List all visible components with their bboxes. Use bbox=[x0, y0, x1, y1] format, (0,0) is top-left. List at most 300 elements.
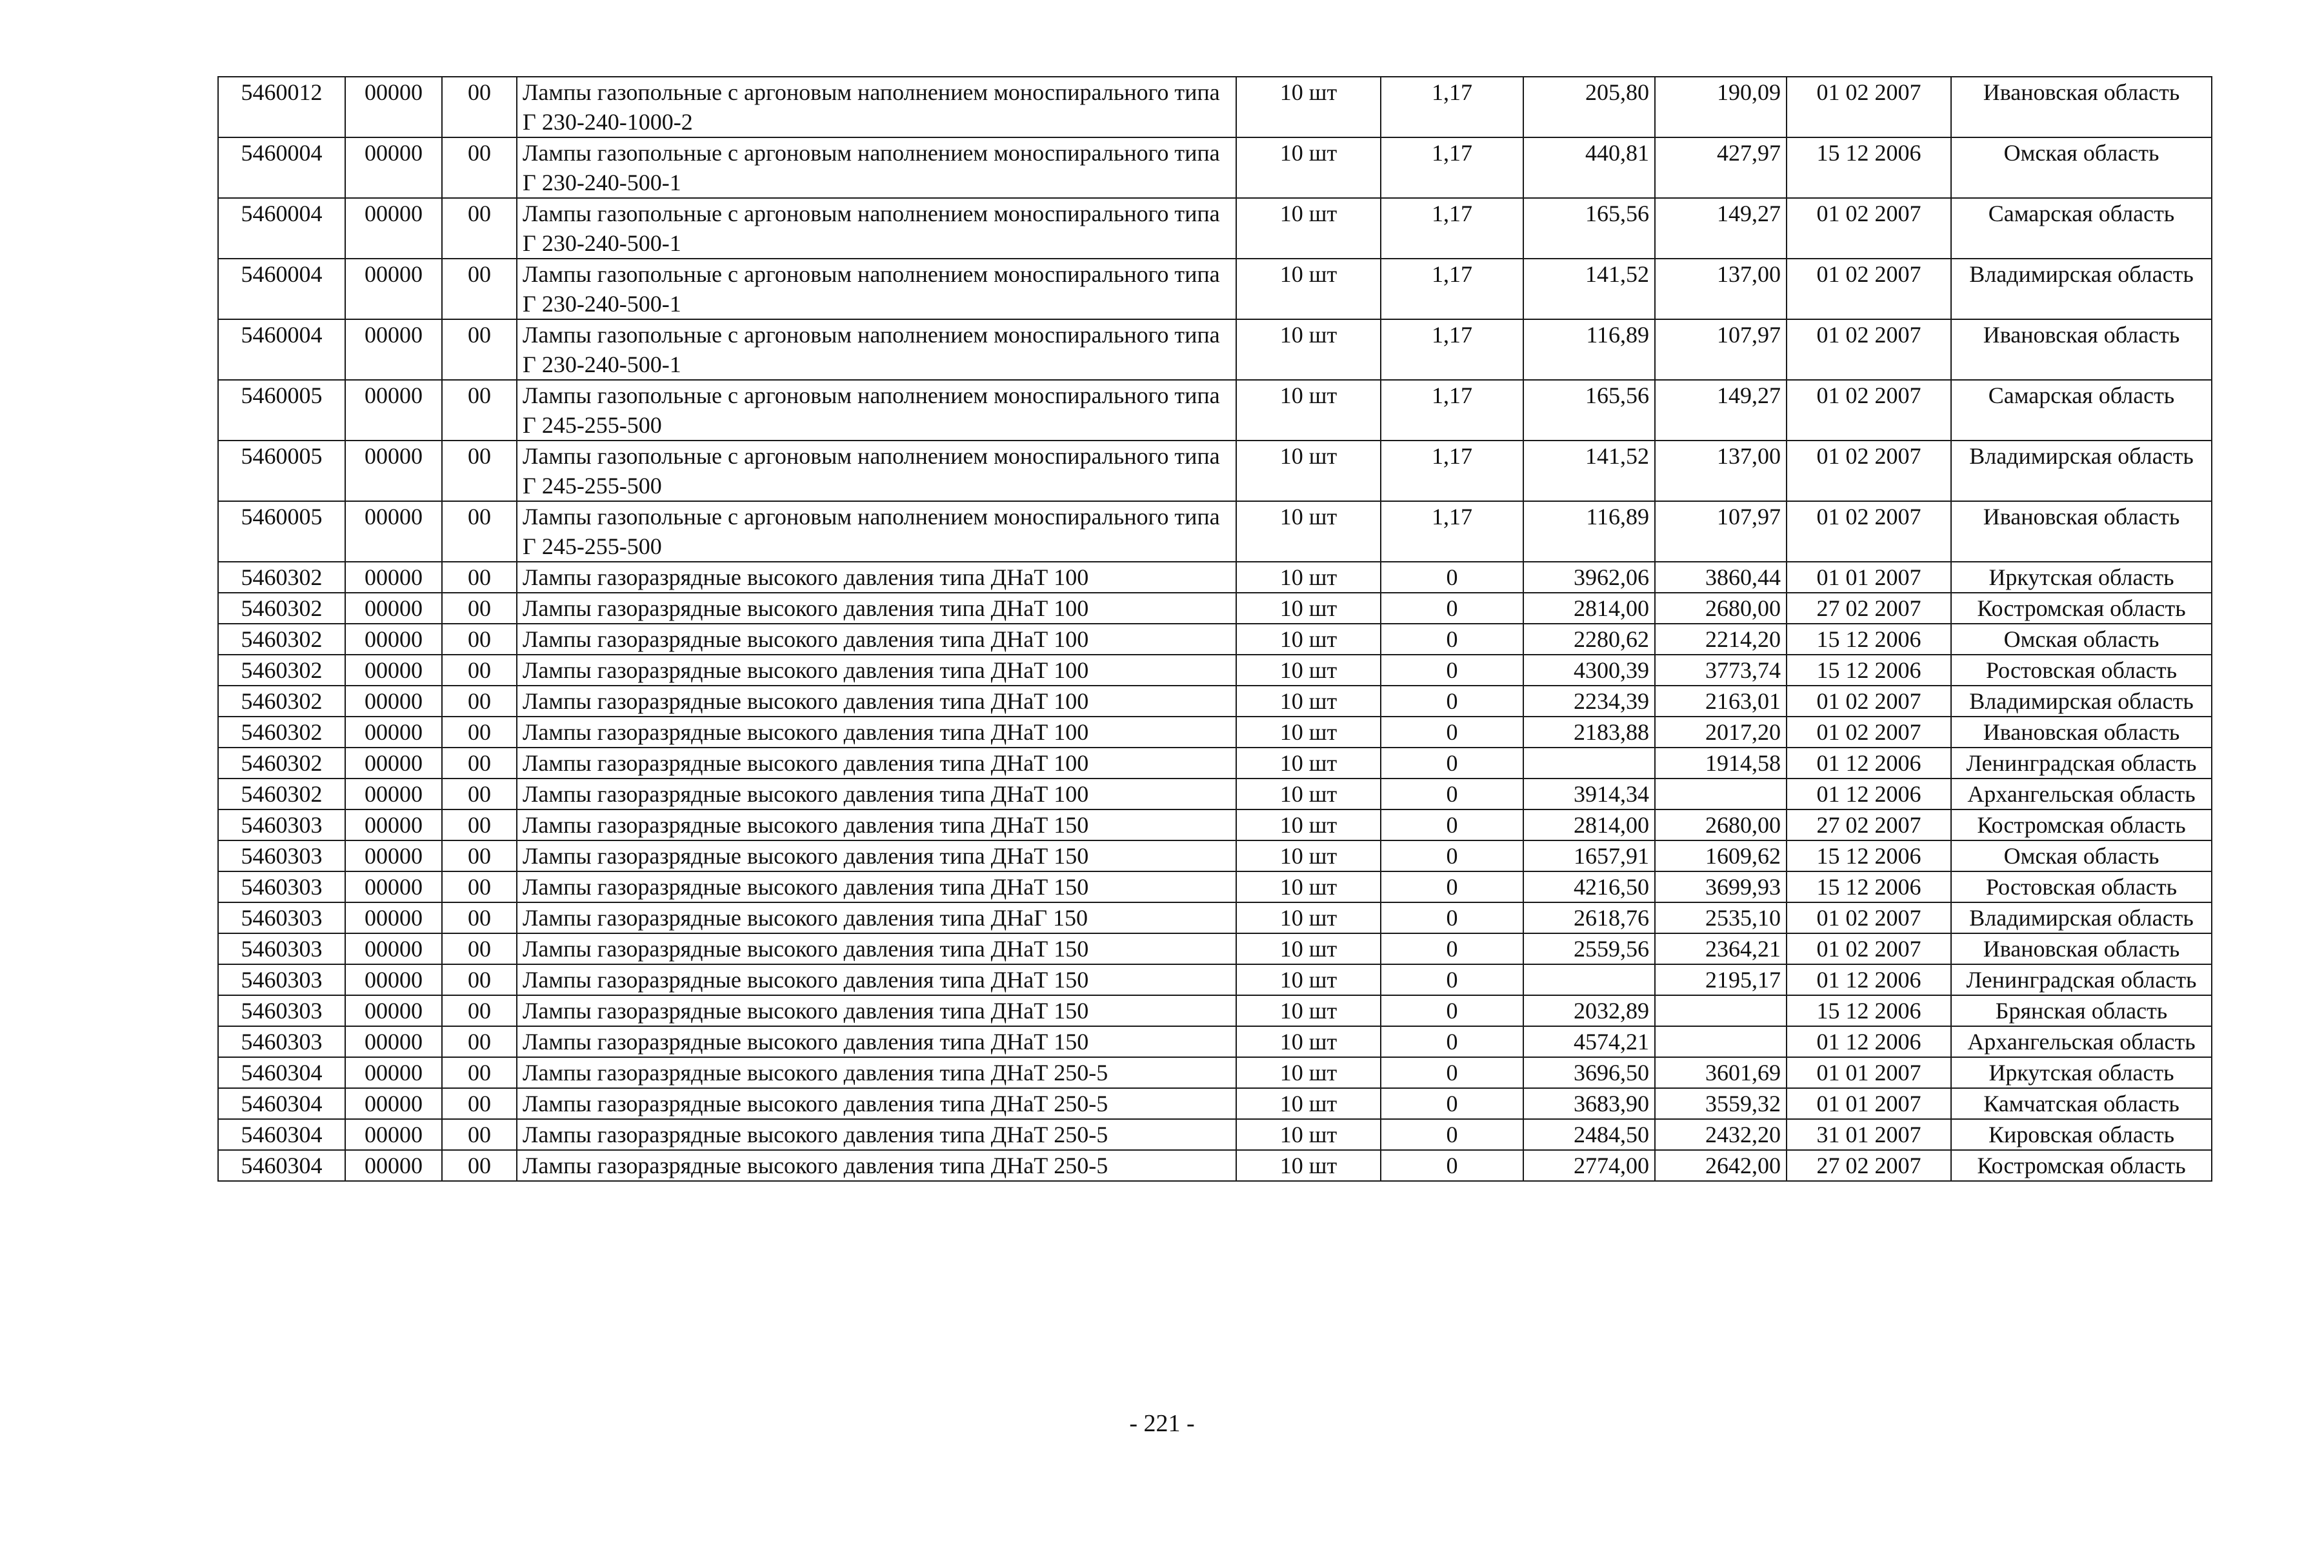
cell-code: 5460004 bbox=[218, 319, 345, 380]
cell-price-2: 3699,93 bbox=[1655, 871, 1787, 902]
cell-subcode: 00000 bbox=[345, 624, 442, 655]
cell-region: Ленинградская область bbox=[1951, 964, 2212, 995]
cell-coefficient: 1,17 bbox=[1381, 198, 1523, 259]
cell-region: Омская область bbox=[1951, 624, 2212, 655]
table-body bbox=[218, 77, 2212, 1181]
table-row bbox=[218, 902, 2212, 933]
cell-subcode2: 00 bbox=[442, 1119, 517, 1150]
cell-region: Ростовская область bbox=[1951, 655, 2212, 686]
cell-price-1: 2484,50 bbox=[1523, 1119, 1655, 1150]
cell-coefficient: 0 bbox=[1381, 562, 1523, 593]
cell-price-2 bbox=[1655, 779, 1787, 809]
cell-name: Лампы газоразрядные высокого давления типа ДНаТ 150 bbox=[517, 964, 1236, 995]
cell-region: Ивановская область bbox=[1951, 77, 2212, 137]
cell-code: 5460303 bbox=[218, 871, 345, 902]
cell-code: 5460302 bbox=[218, 717, 345, 748]
cell-subcode2: 00 bbox=[442, 871, 517, 902]
cell-region: Иркутская область bbox=[1951, 1057, 2212, 1088]
table-row bbox=[218, 871, 2212, 902]
cell-price-1: 2559,56 bbox=[1523, 933, 1655, 964]
cell-date: 27 02 2007 bbox=[1787, 809, 1951, 840]
cell-subcode2: 00 bbox=[442, 198, 517, 259]
cell-date: 01 12 2006 bbox=[1787, 964, 1951, 995]
table-row bbox=[218, 1057, 2212, 1088]
cell-subcode: 00000 bbox=[345, 259, 442, 319]
cell-coefficient: 0 bbox=[1381, 655, 1523, 686]
cell-price-2: 1914,58 bbox=[1655, 748, 1787, 779]
cell-subcode2: 00 bbox=[442, 1026, 517, 1057]
cell-price-2: 107,97 bbox=[1655, 501, 1787, 562]
cell-price-2: 3860,44 bbox=[1655, 562, 1787, 593]
table-row bbox=[218, 562, 2212, 593]
cell-unit: 10 шт bbox=[1236, 840, 1381, 871]
cell-name: Лампы газоразрядные высокого давления типа ДНаТ 100 bbox=[517, 717, 1236, 748]
cell-name: Лампы газоразрядные высокого давления типа ДНаТ 250-5 bbox=[517, 1119, 1236, 1150]
cell-subcode2: 00 bbox=[442, 380, 517, 441]
cell-unit: 10 шт bbox=[1236, 717, 1381, 748]
cell-price-2: 2214,20 bbox=[1655, 624, 1787, 655]
cell-price-1: 440,81 bbox=[1523, 137, 1655, 198]
cell-date: 15 12 2006 bbox=[1787, 871, 1951, 902]
table-row bbox=[218, 137, 2212, 198]
cell-date: 01 01 2007 bbox=[1787, 1057, 1951, 1088]
cell-coefficient: 1,17 bbox=[1381, 319, 1523, 380]
cell-date: 15 12 2006 bbox=[1787, 624, 1951, 655]
cell-name: Лампы газопольные с аргоновым наполнением моноспирального типа Г 230-240-500-1 bbox=[517, 259, 1236, 319]
cell-name: Лампы газоразрядные высокого давления типа ДНаТ 100 bbox=[517, 593, 1236, 624]
cell-subcode2: 00 bbox=[442, 562, 517, 593]
cell-subcode: 00000 bbox=[345, 1026, 442, 1057]
table-row bbox=[218, 1119, 2212, 1150]
cell-name: Лампы газопольные с аргоновым наполнением моноспирального типа Г 230-240-500-1 bbox=[517, 137, 1236, 198]
cell-subcode: 00000 bbox=[345, 1088, 442, 1119]
table-row bbox=[218, 655, 2212, 686]
cell-region: Ленинградская область bbox=[1951, 748, 2212, 779]
cell-code: 5460005 bbox=[218, 380, 345, 441]
cell-name: Лампы газопольные с аргоновым наполнением моноспирального типа Г 230-240-1000-2 bbox=[517, 77, 1236, 137]
cell-date: 27 02 2007 bbox=[1787, 593, 1951, 624]
cell-region: Камчатская область bbox=[1951, 1088, 2212, 1119]
cell-code: 5460304 bbox=[218, 1057, 345, 1088]
cell-subcode: 00000 bbox=[345, 1150, 442, 1181]
cell-name: Лампы газоразрядные высокого давления типа ДНаТ 150 bbox=[517, 1026, 1236, 1057]
cell-name: Лампы газоразрядные высокого давления типа ДНаТ 150 bbox=[517, 809, 1236, 840]
cell-coefficient: 0 bbox=[1381, 902, 1523, 933]
cell-price-1: 2814,00 bbox=[1523, 809, 1655, 840]
cell-region: Владимирская область bbox=[1951, 441, 2212, 501]
cell-price-2: 2432,20 bbox=[1655, 1119, 1787, 1150]
table-row bbox=[218, 1150, 2212, 1181]
cell-code: 5460302 bbox=[218, 779, 345, 809]
cell-coefficient: 0 bbox=[1381, 871, 1523, 902]
cell-subcode: 00000 bbox=[345, 748, 442, 779]
cell-region: Самарская область bbox=[1951, 198, 2212, 259]
table-row bbox=[218, 964, 2212, 995]
cell-date: 01 01 2007 bbox=[1787, 1088, 1951, 1119]
cell-region: Брянская область bbox=[1951, 995, 2212, 1026]
cell-price-1: 116,89 bbox=[1523, 319, 1655, 380]
cell-subcode: 00000 bbox=[345, 995, 442, 1026]
cell-subcode: 00000 bbox=[345, 77, 442, 137]
cell-date: 01 02 2007 bbox=[1787, 259, 1951, 319]
cell-subcode2: 00 bbox=[442, 593, 517, 624]
cell-price-2: 3773,74 bbox=[1655, 655, 1787, 686]
table-row bbox=[218, 748, 2212, 779]
table-row bbox=[218, 380, 2212, 441]
cell-price-1: 141,52 bbox=[1523, 441, 1655, 501]
cell-price-1: 141,52 bbox=[1523, 259, 1655, 319]
cell-unit: 10 шт bbox=[1236, 441, 1381, 501]
cell-date: 15 12 2006 bbox=[1787, 655, 1951, 686]
cell-subcode2: 00 bbox=[442, 319, 517, 380]
cell-name: Лампы газоразрядные высокого давления типа ДНаТ 150 bbox=[517, 995, 1236, 1026]
cell-date: 01 02 2007 bbox=[1787, 717, 1951, 748]
cell-subcode2: 00 bbox=[442, 748, 517, 779]
cell-price-2: 137,00 bbox=[1655, 259, 1787, 319]
cell-subcode2: 00 bbox=[442, 624, 517, 655]
cell-name: Лампы газоразрядные высокого давления типа ДНаТ 100 bbox=[517, 748, 1236, 779]
cell-subcode: 00000 bbox=[345, 809, 442, 840]
cell-subcode: 00000 bbox=[345, 593, 442, 624]
cell-subcode: 00000 bbox=[345, 380, 442, 441]
cell-coefficient: 0 bbox=[1381, 1150, 1523, 1181]
cell-price-2: 2195,17 bbox=[1655, 964, 1787, 995]
cell-region: Ивановская область bbox=[1951, 717, 2212, 748]
cell-price-2 bbox=[1655, 995, 1787, 1026]
cell-price-2: 2364,21 bbox=[1655, 933, 1787, 964]
cell-subcode2: 00 bbox=[442, 809, 517, 840]
cell-price-1: 2032,89 bbox=[1523, 995, 1655, 1026]
cell-name: Лампы газопольные с аргоновым наполнением моноспирального типа Г 245-255-500 bbox=[517, 380, 1236, 441]
cell-date: 01 12 2006 bbox=[1787, 779, 1951, 809]
cell-code: 5460303 bbox=[218, 995, 345, 1026]
cell-price-2: 2163,01 bbox=[1655, 686, 1787, 717]
cell-name: Лампы газоразрядные высокого давления типа ДНаТ 250-5 bbox=[517, 1150, 1236, 1181]
cell-subcode2: 00 bbox=[442, 902, 517, 933]
cell-price-1: 165,56 bbox=[1523, 380, 1655, 441]
cell-price-1: 2183,88 bbox=[1523, 717, 1655, 748]
cell-coefficient: 0 bbox=[1381, 593, 1523, 624]
cell-subcode2: 00 bbox=[442, 501, 517, 562]
cell-name: Лампы газопольные с аргоновым наполнением моноспирального типа Г 230-240-500-1 bbox=[517, 198, 1236, 259]
cell-price-1: 2814,00 bbox=[1523, 593, 1655, 624]
cell-date: 01 02 2007 bbox=[1787, 501, 1951, 562]
cell-price-1: 116,89 bbox=[1523, 501, 1655, 562]
cell-code: 5460303 bbox=[218, 902, 345, 933]
cell-coefficient: 0 bbox=[1381, 1119, 1523, 1150]
cell-region: Костромская область bbox=[1951, 1150, 2212, 1181]
cell-subcode2: 00 bbox=[442, 259, 517, 319]
cell-unit: 10 шт bbox=[1236, 1150, 1381, 1181]
cell-coefficient: 0 bbox=[1381, 717, 1523, 748]
cell-subcode2: 00 bbox=[442, 1150, 517, 1181]
cell-unit: 10 шт bbox=[1236, 871, 1381, 902]
cell-name: Лампы газоразрядные высокого давления типа ДНаГ 150 bbox=[517, 902, 1236, 933]
cell-name: Лампы газоразрядные высокого давления типа ДНаТ 100 bbox=[517, 779, 1236, 809]
cell-subcode2: 00 bbox=[442, 137, 517, 198]
cell-unit: 10 шт bbox=[1236, 1119, 1381, 1150]
cell-unit: 10 шт bbox=[1236, 686, 1381, 717]
cell-price-2: 1609,62 bbox=[1655, 840, 1787, 871]
cell-name: Лампы газоразрядные высокого давления типа ДНаТ 100 bbox=[517, 624, 1236, 655]
cell-name: Лампы газоразрядные высокого давления типа ДНаТ 150 bbox=[517, 840, 1236, 871]
cell-coefficient: 0 bbox=[1381, 1057, 1523, 1088]
cell-price-2: 3601,69 bbox=[1655, 1057, 1787, 1088]
cell-date: 15 12 2006 bbox=[1787, 840, 1951, 871]
cell-region: Ивановская область bbox=[1951, 933, 2212, 964]
cell-price-2: 149,27 bbox=[1655, 380, 1787, 441]
cell-region: Ростовская область bbox=[1951, 871, 2212, 902]
table-row bbox=[218, 995, 2212, 1026]
cell-unit: 10 шт bbox=[1236, 380, 1381, 441]
cell-unit: 10 шт bbox=[1236, 624, 1381, 655]
table-row bbox=[218, 779, 2212, 809]
table-row bbox=[218, 624, 2212, 655]
cell-date: 01 02 2007 bbox=[1787, 198, 1951, 259]
cell-subcode2: 00 bbox=[442, 964, 517, 995]
cell-region: Иркутская область bbox=[1951, 562, 2212, 593]
table-row bbox=[218, 259, 2212, 319]
cell-name: Лампы газоразрядные высокого давления типа ДНаТ 150 bbox=[517, 933, 1236, 964]
cell-date: 01 02 2007 bbox=[1787, 933, 1951, 964]
cell-subcode2: 00 bbox=[442, 1088, 517, 1119]
cell-coefficient: 0 bbox=[1381, 748, 1523, 779]
cell-code: 5460303 bbox=[218, 933, 345, 964]
cell-name: Лампы газопольные с аргоновым наполнением моноспирального типа Г 245-255-500 bbox=[517, 501, 1236, 562]
cell-price-1: 205,80 bbox=[1523, 77, 1655, 137]
cell-name: Лампы газоразрядные высокого давления типа ДНаТ 100 bbox=[517, 686, 1236, 717]
cell-unit: 10 шт bbox=[1236, 748, 1381, 779]
cell-subcode: 00000 bbox=[345, 902, 442, 933]
cell-name: Лампы газоразрядные высокого давления типа ДНаТ 150 bbox=[517, 871, 1236, 902]
cell-price-2: 107,97 bbox=[1655, 319, 1787, 380]
cell-subcode2: 00 bbox=[442, 995, 517, 1026]
cell-region: Архангельская область bbox=[1951, 779, 2212, 809]
cell-subcode: 00000 bbox=[345, 964, 442, 995]
cell-name: Лампы газоразрядные высокого давления типа ДНаТ 250-5 bbox=[517, 1088, 1236, 1119]
cell-coefficient: 1,17 bbox=[1381, 441, 1523, 501]
cell-date: 15 12 2006 bbox=[1787, 137, 1951, 198]
price-table bbox=[217, 76, 2212, 1182]
cell-name: Лампы газоразрядные высокого давления типа ДНаТ 100 bbox=[517, 655, 1236, 686]
cell-price-1: 4300,39 bbox=[1523, 655, 1655, 686]
cell-date: 01 02 2007 bbox=[1787, 902, 1951, 933]
cell-date: 01 12 2006 bbox=[1787, 748, 1951, 779]
table-row bbox=[218, 593, 2212, 624]
cell-code: 5460302 bbox=[218, 748, 345, 779]
cell-date: 01 01 2007 bbox=[1787, 562, 1951, 593]
cell-price-1: 2774,00 bbox=[1523, 1150, 1655, 1181]
cell-coefficient: 0 bbox=[1381, 1026, 1523, 1057]
cell-coefficient: 0 bbox=[1381, 809, 1523, 840]
cell-code: 5460302 bbox=[218, 624, 345, 655]
cell-code: 5460005 bbox=[218, 501, 345, 562]
cell-name: Лампы газопольные с аргоновым наполнением моноспирального типа Г 245-255-500 bbox=[517, 441, 1236, 501]
cell-date: 01 12 2006 bbox=[1787, 1026, 1951, 1057]
cell-code: 5460303 bbox=[218, 809, 345, 840]
cell-unit: 10 шт bbox=[1236, 902, 1381, 933]
cell-unit: 10 шт bbox=[1236, 1057, 1381, 1088]
cell-price-2: 190,09 bbox=[1655, 77, 1787, 137]
cell-coefficient: 0 bbox=[1381, 779, 1523, 809]
table-row bbox=[218, 1026, 2212, 1057]
cell-code: 5460304 bbox=[218, 1150, 345, 1181]
cell-region: Омская область bbox=[1951, 840, 2212, 871]
cell-subcode: 00000 bbox=[345, 1119, 442, 1150]
cell-code: 5460303 bbox=[218, 1026, 345, 1057]
cell-region: Кировская область bbox=[1951, 1119, 2212, 1150]
cell-price-2: 2680,00 bbox=[1655, 593, 1787, 624]
table-row bbox=[218, 717, 2212, 748]
cell-subcode2: 00 bbox=[442, 779, 517, 809]
cell-subcode: 00000 bbox=[345, 562, 442, 593]
cell-subcode2: 00 bbox=[442, 441, 517, 501]
cell-code: 5460004 bbox=[218, 137, 345, 198]
cell-price-1: 2234,39 bbox=[1523, 686, 1655, 717]
cell-subcode: 00000 bbox=[345, 655, 442, 686]
cell-date: 15 12 2006 bbox=[1787, 995, 1951, 1026]
cell-coefficient: 0 bbox=[1381, 686, 1523, 717]
table-row bbox=[218, 809, 2212, 840]
cell-price-2: 137,00 bbox=[1655, 441, 1787, 501]
table-row bbox=[218, 686, 2212, 717]
cell-subcode2: 00 bbox=[442, 1057, 517, 1088]
cell-subcode: 00000 bbox=[345, 1057, 442, 1088]
cell-code: 5460303 bbox=[218, 840, 345, 871]
cell-price-2: 2680,00 bbox=[1655, 809, 1787, 840]
cell-date: 27 02 2007 bbox=[1787, 1150, 1951, 1181]
cell-subcode: 00000 bbox=[345, 198, 442, 259]
cell-code: 5460303 bbox=[218, 964, 345, 995]
table-row bbox=[218, 840, 2212, 871]
cell-coefficient: 0 bbox=[1381, 995, 1523, 1026]
cell-unit: 10 шт bbox=[1236, 1026, 1381, 1057]
cell-unit: 10 шт bbox=[1236, 809, 1381, 840]
table-row bbox=[218, 441, 2212, 501]
cell-code: 5460004 bbox=[218, 198, 345, 259]
cell-coefficient: 1,17 bbox=[1381, 137, 1523, 198]
table-row bbox=[218, 77, 2212, 137]
cell-subcode: 00000 bbox=[345, 840, 442, 871]
cell-code: 5460302 bbox=[218, 655, 345, 686]
cell-price-1: 165,56 bbox=[1523, 198, 1655, 259]
cell-name: Лампы газопольные с аргоновым наполнением моноспирального типа Г 230-240-500-1 bbox=[517, 319, 1236, 380]
cell-subcode: 00000 bbox=[345, 441, 442, 501]
cell-price-1: 3914,34 bbox=[1523, 779, 1655, 809]
cell-date: 01 02 2007 bbox=[1787, 77, 1951, 137]
cell-subcode: 00000 bbox=[345, 137, 442, 198]
cell-unit: 10 шт bbox=[1236, 198, 1381, 259]
cell-price-1 bbox=[1523, 964, 1655, 995]
table-row bbox=[218, 319, 2212, 380]
cell-date: 01 02 2007 bbox=[1787, 319, 1951, 380]
cell-coefficient: 1,17 bbox=[1381, 259, 1523, 319]
cell-name: Лампы газоразрядные высокого давления типа ДНаТ 250-5 bbox=[517, 1057, 1236, 1088]
cell-code: 5460012 bbox=[218, 77, 345, 137]
page-number: - 221 - bbox=[1129, 1410, 1195, 1437]
cell-price-1: 3962,06 bbox=[1523, 562, 1655, 593]
cell-code: 5460304 bbox=[218, 1088, 345, 1119]
cell-coefficient: 0 bbox=[1381, 840, 1523, 871]
cell-price-2: 2535,10 bbox=[1655, 902, 1787, 933]
cell-date: 01 02 2007 bbox=[1787, 380, 1951, 441]
cell-price-1: 3696,50 bbox=[1523, 1057, 1655, 1088]
cell-region: Омская область bbox=[1951, 137, 2212, 198]
cell-date: 01 02 2007 bbox=[1787, 686, 1951, 717]
cell-unit: 10 шт bbox=[1236, 501, 1381, 562]
cell-unit: 10 шт bbox=[1236, 964, 1381, 995]
table-row bbox=[218, 198, 2212, 259]
cell-subcode: 00000 bbox=[345, 933, 442, 964]
cell-unit: 10 шт bbox=[1236, 319, 1381, 380]
cell-subcode2: 00 bbox=[442, 77, 517, 137]
cell-region: Владимирская область bbox=[1951, 902, 2212, 933]
cell-code: 5460302 bbox=[218, 562, 345, 593]
cell-coefficient: 1,17 bbox=[1381, 501, 1523, 562]
cell-date: 31 01 2007 bbox=[1787, 1119, 1951, 1150]
cell-price-2: 2642,00 bbox=[1655, 1150, 1787, 1181]
cell-region: Ивановская область bbox=[1951, 501, 2212, 562]
table-row bbox=[218, 933, 2212, 964]
cell-price-2: 2017,20 bbox=[1655, 717, 1787, 748]
cell-code: 5460302 bbox=[218, 686, 345, 717]
cell-subcode2: 00 bbox=[442, 933, 517, 964]
cell-subcode: 00000 bbox=[345, 686, 442, 717]
cell-price-2 bbox=[1655, 1026, 1787, 1057]
table-row bbox=[218, 1088, 2212, 1119]
cell-unit: 10 шт bbox=[1236, 995, 1381, 1026]
cell-coefficient: 1,17 bbox=[1381, 380, 1523, 441]
cell-code: 5460005 bbox=[218, 441, 345, 501]
cell-region: Архангельская область bbox=[1951, 1026, 2212, 1057]
cell-unit: 10 шт bbox=[1236, 1088, 1381, 1119]
cell-unit: 10 шт bbox=[1236, 593, 1381, 624]
cell-subcode: 00000 bbox=[345, 319, 442, 380]
cell-coefficient: 1,17 bbox=[1381, 77, 1523, 137]
cell-price-1: 2280,62 bbox=[1523, 624, 1655, 655]
cell-subcode: 00000 bbox=[345, 871, 442, 902]
table-row bbox=[218, 501, 2212, 562]
cell-price-1: 2618,76 bbox=[1523, 902, 1655, 933]
cell-unit: 10 шт bbox=[1236, 137, 1381, 198]
cell-code: 5460302 bbox=[218, 593, 345, 624]
cell-subcode2: 00 bbox=[442, 840, 517, 871]
cell-subcode2: 00 bbox=[442, 655, 517, 686]
cell-unit: 10 шт bbox=[1236, 259, 1381, 319]
cell-price-2: 427,97 bbox=[1655, 137, 1787, 198]
cell-region: Самарская область bbox=[1951, 380, 2212, 441]
cell-unit: 10 шт bbox=[1236, 779, 1381, 809]
cell-region: Костромская область bbox=[1951, 809, 2212, 840]
cell-subcode: 00000 bbox=[345, 779, 442, 809]
cell-subcode: 00000 bbox=[345, 501, 442, 562]
cell-coefficient: 0 bbox=[1381, 933, 1523, 964]
cell-region: Ивановская область bbox=[1951, 319, 2212, 380]
cell-unit: 10 шт bbox=[1236, 562, 1381, 593]
cell-code: 5460304 bbox=[218, 1119, 345, 1150]
cell-price-1: 4216,50 bbox=[1523, 871, 1655, 902]
cell-unit: 10 шт bbox=[1236, 77, 1381, 137]
cell-region: Владимирская область bbox=[1951, 686, 2212, 717]
cell-coefficient: 0 bbox=[1381, 1088, 1523, 1119]
cell-unit: 10 шт bbox=[1236, 655, 1381, 686]
cell-price-1: 3683,90 bbox=[1523, 1088, 1655, 1119]
cell-coefficient: 0 bbox=[1381, 964, 1523, 995]
cell-price-2: 3559,32 bbox=[1655, 1088, 1787, 1119]
cell-price-1: 1657,91 bbox=[1523, 840, 1655, 871]
cell-subcode: 00000 bbox=[345, 717, 442, 748]
cell-subcode2: 00 bbox=[442, 717, 517, 748]
